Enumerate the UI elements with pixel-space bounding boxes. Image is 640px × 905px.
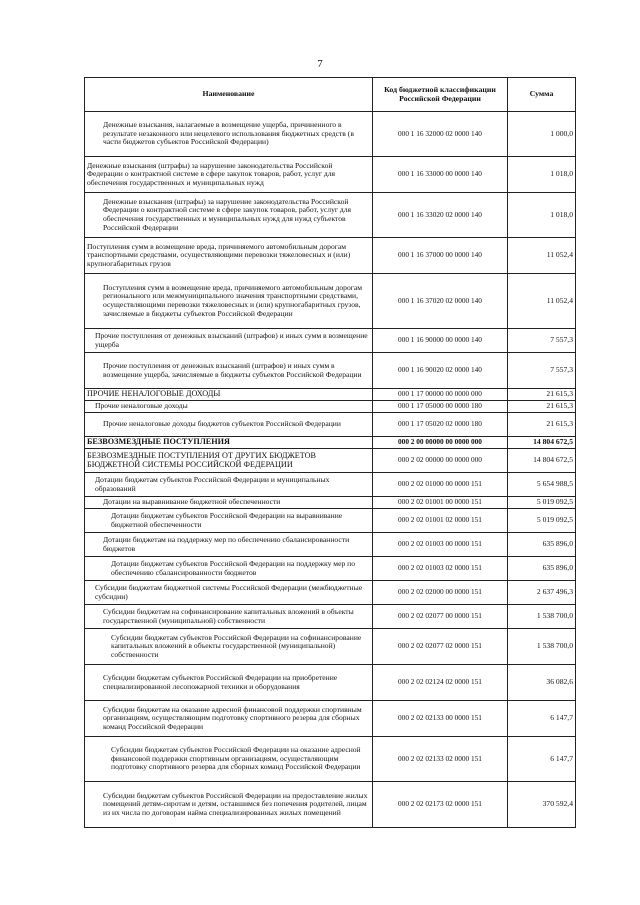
table-row — [85, 701, 576, 737]
table-row — [85, 629, 576, 665]
row-code: 000 2 02 02133 02 0000 151 — [373, 737, 508, 782]
row-code: 000 2 02 01001 02 0000 151 — [373, 509, 508, 533]
row-code: 000 2 02 01003 02 0000 151 — [373, 557, 508, 581]
row-name: ПРОЧИЕ НЕНАЛОГОВЫЕ ДОХОДЫ — [85, 389, 373, 401]
row-code: 000 1 16 33000 00 0000 140 — [373, 157, 508, 193]
row-name: Денежные взыскания (штрафы) за нарушение законодательства Российской Федерации о контрактной системе в сфере закупок товаров, работ, услуг для обеспечения государственных и муниципальных нужд — [85, 157, 373, 193]
table-row — [85, 193, 576, 238]
header-sum: Сумма — [508, 78, 576, 112]
row-name: Денежные взыскания (штрафы) за нарушение законодательства Российской Федерации о контрактной системе в сфере закупок товаров, работ, услуг для обеспечения государственных и муниципальных нужд для нужд субъектов Российской Федерации — [85, 193, 373, 238]
row-code: 000 1 17 05020 02 0000 180 — [373, 413, 508, 437]
table-row — [85, 509, 576, 533]
row-sum: 7 557,3 — [508, 353, 576, 389]
row-name: Субсидии бюджетам субъектов Российской Федерации на софинансирование капитальных вложений в объекты государственной (муниципальной) собственности — [85, 629, 373, 665]
row-code: 000 2 02 02077 02 0000 151 — [373, 629, 508, 665]
row-code: 000 1 16 90020 02 0000 140 — [373, 353, 508, 389]
row-sum: 1 018,0 — [508, 157, 576, 193]
row-sum: 14 804 672,5 — [508, 449, 576, 473]
row-code: 000 1 16 32000 02 0000 140 — [373, 112, 508, 157]
row-sum: 11 052,4 — [508, 274, 576, 329]
row-code: 000 2 02 01001 00 0000 151 — [373, 497, 508, 509]
row-sum: 5 654 988,5 — [508, 473, 576, 497]
row-sum: 21 615,3 — [508, 389, 576, 401]
row-code: 000 1 16 37020 02 0000 140 — [373, 274, 508, 329]
table-header-row — [85, 78, 576, 112]
row-name: Субсидии бюджетам бюджетной системы Российской Федерации (межбюджетные субсидии) — [85, 581, 373, 605]
row-sum: 21 615,3 — [508, 413, 576, 437]
row-code: 000 2 02 02173 02 0000 151 — [373, 782, 508, 828]
table-row — [85, 473, 576, 497]
row-sum: 11 052,4 — [508, 238, 576, 274]
row-name: Прочие неналоговые доходы бюджетов субъектов Российской Федерации — [85, 413, 373, 437]
table-row — [85, 329, 576, 353]
row-sum: 5 019 092,5 — [508, 497, 576, 509]
table-row — [85, 497, 576, 509]
table-row — [85, 389, 576, 401]
row-code: 000 1 17 05000 00 0000 180 — [373, 401, 508, 413]
row-name: Дотации бюджетам субъектов Российской Федерации на поддержку мер по обеспечению сбалансированности бюджетов — [85, 557, 373, 581]
table-row — [85, 157, 576, 193]
row-name: Дотации бюджетам субъектов Российской Федерации и муниципальных образований — [85, 473, 373, 497]
row-name: Прочие поступления от денежных взысканий (штрафов) и иных сумм в возмещение ущерба — [85, 329, 373, 353]
row-name: Субсидии бюджетам субъектов Российской Федерации на оказание адресной финансовой поддержки спортивным организациям, осуществляющим подготовку спортивного резерва для сборных команд Российской Федерации — [85, 737, 373, 782]
header-code: Код бюджетной классификации Российской Федерации — [373, 78, 508, 112]
row-name: Дотации на выравнивание бюджетной обеспеченности — [85, 497, 373, 509]
table-row — [85, 437, 576, 449]
row-code: 000 1 16 37000 00 0000 140 — [373, 238, 508, 274]
table-row — [85, 413, 576, 437]
row-code: 000 2 02 02133 00 0000 151 — [373, 701, 508, 737]
row-name: Прочие неналоговые доходы — [85, 401, 373, 413]
table-row — [85, 533, 576, 557]
row-name: Денежные взыскания, налагаемые в возмещение ущерба, причиненного в результате незаконного или нецелевого использования бюджетных средств (в части бюджетов субъектов Российской Федерации) — [85, 112, 373, 157]
row-name: Субсидии бюджетам на софинансирование капитальных вложений в объекты государственной (муниципальной) собственности — [85, 605, 373, 629]
table-body — [85, 112, 576, 828]
row-sum: 7 557,3 — [508, 329, 576, 353]
row-code: 000 2 00 00000 00 0000 000 — [373, 437, 508, 449]
row-name: Дотации бюджетам субъектов Российской Федерации на выравнивание бюджетной обеспеченности — [85, 509, 373, 533]
row-name: Субсидии бюджетам субъектов Российской Федерации на предоставление жилых помещений детям-сиротам и детям, оставшимся без попечения родителей, лицам из их числа по договорам найма специализированных жилых помещений — [85, 782, 373, 828]
row-code: 000 2 02 02000 00 0000 151 — [373, 581, 508, 605]
row-name: Поступления сумм в возмещение вреда, причиняемого автомобильным дорогам регионального или межмуниципального значения транспортными средствами, осуществляющими перевозки тяжеловесных и (или) крупногабаритных грузов, зачисляемые в бюджеты субъектов Российской Федерации — [85, 274, 373, 329]
row-code: 000 1 16 33020 02 0000 140 — [373, 193, 508, 238]
row-sum: 1 018,0 — [508, 193, 576, 238]
row-sum: 1 538 700,0 — [508, 605, 576, 629]
row-name: Прочие поступления от денежных взысканий (штрафов) и иных сумм в возмещение ущерба, зачисляемые в бюджеты субъектов Российской Федерации — [85, 353, 373, 389]
row-sum: 1 000,0 — [508, 112, 576, 157]
row-sum: 6 147,7 — [508, 737, 576, 782]
row-code: 000 2 02 02077 00 0000 151 — [373, 605, 508, 629]
row-name: Субсидии бюджетам субъектов Российской Федерации на приобретение специализированной лесопожарной техники и оборудования — [85, 665, 373, 701]
row-sum: 6 147,7 — [508, 701, 576, 737]
row-code: 000 1 16 90000 00 0000 140 — [373, 329, 508, 353]
table-row — [85, 605, 576, 629]
row-name: БЕЗВОЗМЕЗДНЫЕ ПОСТУПЛЕНИЯ ОТ ДРУГИХ БЮДЖЕТОВ БЮДЖЕТНОЙ СИСТЕМЫ РОССИЙСКОЙ ФЕДЕРАЦИИ — [85, 449, 373, 473]
row-sum: 14 804 672,5 — [508, 437, 576, 449]
row-code: 000 2 02 02124 02 0000 151 — [373, 665, 508, 701]
row-code: 000 2 02 00000 00 0000 000 — [373, 449, 508, 473]
row-code: 000 1 17 00000 00 0000 000 — [373, 389, 508, 401]
row-name: Субсидии бюджетам на оказание адресной финансовой поддержки спортивным организациям, осуществляющим подготовку спортивного резерва для сборных команд Российской Федерации — [85, 701, 373, 737]
row-sum: 5 019 092,5 — [508, 509, 576, 533]
row-sum: 635 896,0 — [508, 557, 576, 581]
row-sum: 635 896,0 — [508, 533, 576, 557]
row-sum: 2 637 496,3 — [508, 581, 576, 605]
table-row — [85, 782, 576, 828]
header-name: Наименование — [85, 78, 373, 112]
row-name: Дотации бюджетам на поддержку мер по обеспечению сбалансированности бюджетов — [85, 533, 373, 557]
row-code: 000 2 02 01003 00 0000 151 — [373, 533, 508, 557]
table-row — [85, 238, 576, 274]
table-row — [85, 353, 576, 389]
row-sum: 370 592,4 — [508, 782, 576, 828]
row-sum: 21 615,3 — [508, 401, 576, 413]
table-row — [85, 737, 576, 782]
table-row — [85, 665, 576, 701]
table-row — [85, 401, 576, 413]
row-code: 000 2 02 01000 00 0000 151 — [373, 473, 508, 497]
table-row — [85, 112, 576, 157]
page-number: 7 — [317, 58, 323, 70]
row-sum: 1 538 700,0 — [508, 629, 576, 665]
row-name: Поступления сумм в возмещение вреда, причиняемого автомобильным дорогам транспортными средствами, осуществляющими перевозки тяжеловесных и (или) крупногабаритных грузов — [85, 238, 373, 274]
table-row — [85, 557, 576, 581]
table-row — [85, 449, 576, 473]
revenue-table — [84, 77, 576, 828]
row-name: БЕЗВОЗМЕЗДНЫЕ ПОСТУПЛЕНИЯ — [85, 437, 373, 449]
table-row — [85, 581, 576, 605]
row-sum: 36 082,6 — [508, 665, 576, 701]
table-row — [85, 274, 576, 329]
